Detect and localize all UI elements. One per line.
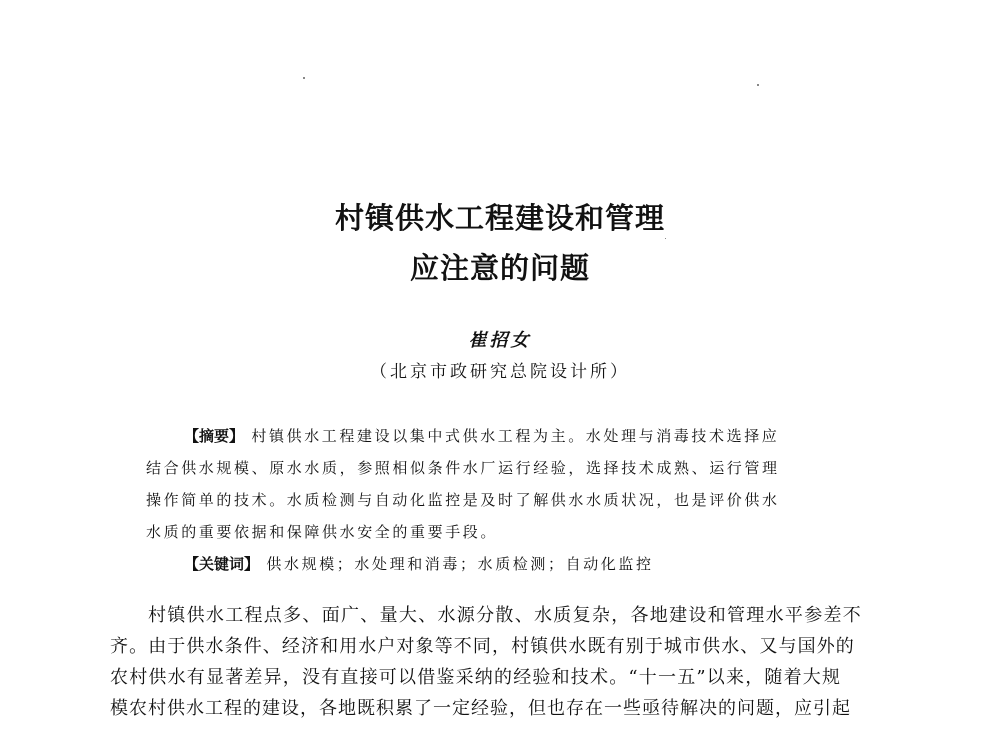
keywords-line bbox=[146, 548, 858, 580]
scan-speck bbox=[665, 238, 666, 239]
abstract-line: 水质的重要依据和保障供水安全的重要手段。 bbox=[146, 523, 499, 541]
paper-title-line-1: 村镇供水工程建设和管理 bbox=[334, 201, 665, 235]
abstract-line bbox=[146, 420, 858, 452]
body-paragraph bbox=[110, 600, 900, 724]
body-line: 农村供水有显著差异，没有直接可以借鉴采纳的经验和技术。“十一五”以来，随着大规 bbox=[110, 667, 842, 688]
body-line: 模农村供水工程的建设，各地既积累了一定经验，但也存在一些亟待解决的问题，应引起 bbox=[110, 698, 851, 719]
abstract-line: 结合供水规模、原水水质，参照相似条件水厂运行经验，选择技术成熟、运行管理 bbox=[146, 459, 780, 477]
abstract-line: 操作简单的技术。水质检测与自动化监控是及时了解供水水质状况，也是评价供水 bbox=[146, 491, 780, 509]
scan-speck bbox=[303, 77, 305, 79]
body-line: 齐。由于供水条件、经济和用水户对象等不同，村镇供水既有别于城市供水、又与国外的 bbox=[110, 636, 855, 657]
paper-title-line-2: 应注意的问题 bbox=[409, 251, 590, 285]
abstract-text: 村镇供水工程建设以集中式供水工程为主。水处理与消毒技术选择应 bbox=[251, 427, 780, 445]
keywords-label: 【关键词】 bbox=[184, 555, 260, 573]
author-name: 崔招女 bbox=[468, 330, 532, 351]
body-line: 村镇供水工程点多、面广、量大、水源分散、水质复杂，各地建设和管理水平参差不 bbox=[148, 605, 863, 626]
keywords-text: 供水规模；水处理和消毒；水质检测；自动化监控 bbox=[266, 555, 654, 573]
abstract-block bbox=[146, 420, 858, 580]
author-affiliation: （北京市政研究总院设计所） bbox=[370, 362, 630, 382]
scan-speck bbox=[757, 84, 759, 86]
abstract-label: 【摘要】 bbox=[184, 427, 245, 445]
